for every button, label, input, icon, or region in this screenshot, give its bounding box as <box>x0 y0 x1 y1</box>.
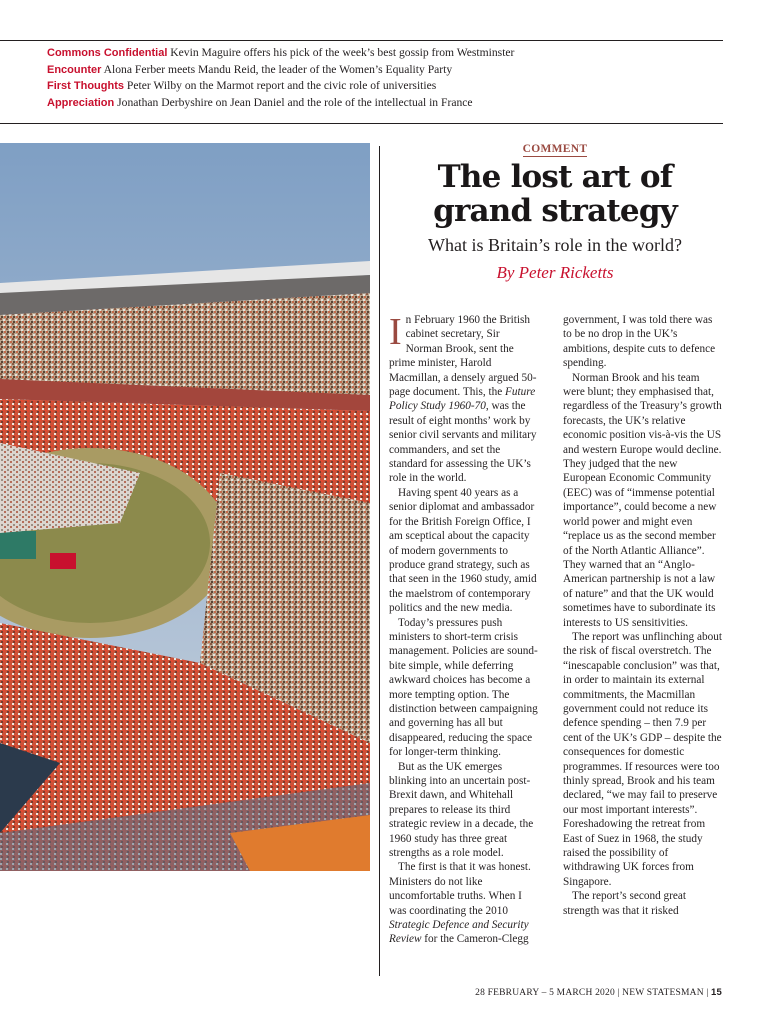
body-paragraph: The report’s second great strength was that it risked <box>563 890 687 917</box>
body-paragraph: government, I was told there was to be no drop in the UK’s ambitions, despite cuts to defence spending. <box>563 314 716 370</box>
body-paragraph <box>389 313 539 486</box>
page-number: 15 <box>711 987 722 998</box>
drop-cap: I <box>389 311 402 353</box>
body-column-1 <box>389 313 539 947</box>
body-paragraph: Having spent 40 years as a senior diplomat and ambassador for the British Foreign Office, I am sceptical about the capacity of modern governments to produce grand strategy, such as that seen in the 1960 study, amid the maelstrom of contemporary politics and the new media. <box>389 486 537 615</box>
headline-line: The lost art of <box>437 159 673 195</box>
page-footer <box>475 987 722 998</box>
body-text: n February 1960 the British cabinet secretary, Sir Norman Brook, sent the prime minister, Harold Macmillan, a densely argued 50-page document. This, the <box>389 314 537 399</box>
section-kicker <box>500 143 610 155</box>
contents-list <box>47 45 727 111</box>
body-paragraph: But as the UK emerges blinking into an uncertain post-Brexit dawn, and Whitehall prepares to release its third strategic review in a decade, the 1960 study has three great strengths as a role model. <box>389 760 534 860</box>
contents-bottom-rule <box>0 123 723 124</box>
footer-dates: 28 FEBRUARY – 5 MARCH 2020 | NEW STATESMAN | <box>475 988 712 998</box>
contents-item[interactable] <box>47 45 727 62</box>
body-paragraph <box>389 860 539 946</box>
stadium-photo <box>0 143 370 871</box>
contents-item-text: Peter Wilby on the Marmot report and the civic role of universities <box>124 79 437 93</box>
body-italic: Strategic Defence and Security Review <box>389 919 529 946</box>
body-text: for the Cameron-Clegg <box>421 933 529 946</box>
body-text: The first is that it was honest. Ministers do not like uncomfortable truths. When I was coordinating the 2010 <box>389 861 531 917</box>
headline <box>395 160 715 228</box>
body-italic: Future Policy Study 1960-70 <box>389 386 536 413</box>
contents-item-text: Jonathan Derbyshire on Jean Daniel and the role of the intellectual in France <box>114 95 473 109</box>
body-paragraph: Today’s pressures push ministers to short-term crisis management. Policies are sound-bite simple, while deferring awkward choices has become a more tempting option. The distinction between campaigning and governing has all but disappeared, reducing the space for longer-term thinking. <box>389 616 538 759</box>
body-text: , was the result of eight months’ work by senior civil servants and military commanders, and set the standard for assessing the UK’s role in the world. <box>389 400 537 485</box>
body-paragraph: Norman Brook and his team were blunt; they emphasised that, regardless of the Treasury’s growth forecasts, the UK’s relative economic position vis-à-vis the US and western Europe would decline. They judged that the new European Economic Community (EEC) was of “immense potential importance”, could become a new world power and might even “replace us as the second member of the North Atlantic Alliance”. They warned that an “Anglo-American partnership is not a law of nature” and that the UK would sometimes have to subordinate its interests to US sensitivities. <box>563 371 722 629</box>
headline-line: grand strategy <box>433 193 677 229</box>
byline: By Peter Ricketts <box>496 263 614 282</box>
contents-item-key: Appreciation <box>47 96 115 109</box>
contents-item[interactable] <box>47 78 727 95</box>
kicker-label: COMMENT <box>522 143 588 155</box>
contents-item-text: Alona Ferber meets Mandu Reid, the leader of the Women’s Equality Party <box>101 62 453 76</box>
body-column-2 <box>563 313 723 918</box>
body-paragraph: The report was unflinching about the risk of fiscal overstretch. The “inescapable conclusion” was that, in order to maintain its external commitments, the Macmillan government could not reduce its defence spending – then 7.9 per cent of the UK’s GDP – despite the consequences for domestic programmes. If resources were too thinly spread, Brook and his team declared, “we may fail to preserve our most important interests”. Foreshadowing the retreat from East of Suez in 1968, the study raised the possibility of withdrawing UK forces from Singapore. <box>563 630 722 888</box>
top-rule <box>0 40 723 41</box>
contents-item[interactable] <box>47 95 727 112</box>
standfirst: What is Britain’s role in the world? <box>428 235 682 255</box>
column-divider <box>379 146 380 976</box>
contents-item[interactable] <box>47 62 727 79</box>
contents-item-key: First Thoughts <box>47 80 124 93</box>
contents-item-key: Encounter <box>47 63 102 76</box>
contents-item-key: Commons Confidential <box>47 47 168 59</box>
contents-item-text: Kevin Maguire offers his pick of the week’s best gossip from Westminster <box>167 46 515 59</box>
